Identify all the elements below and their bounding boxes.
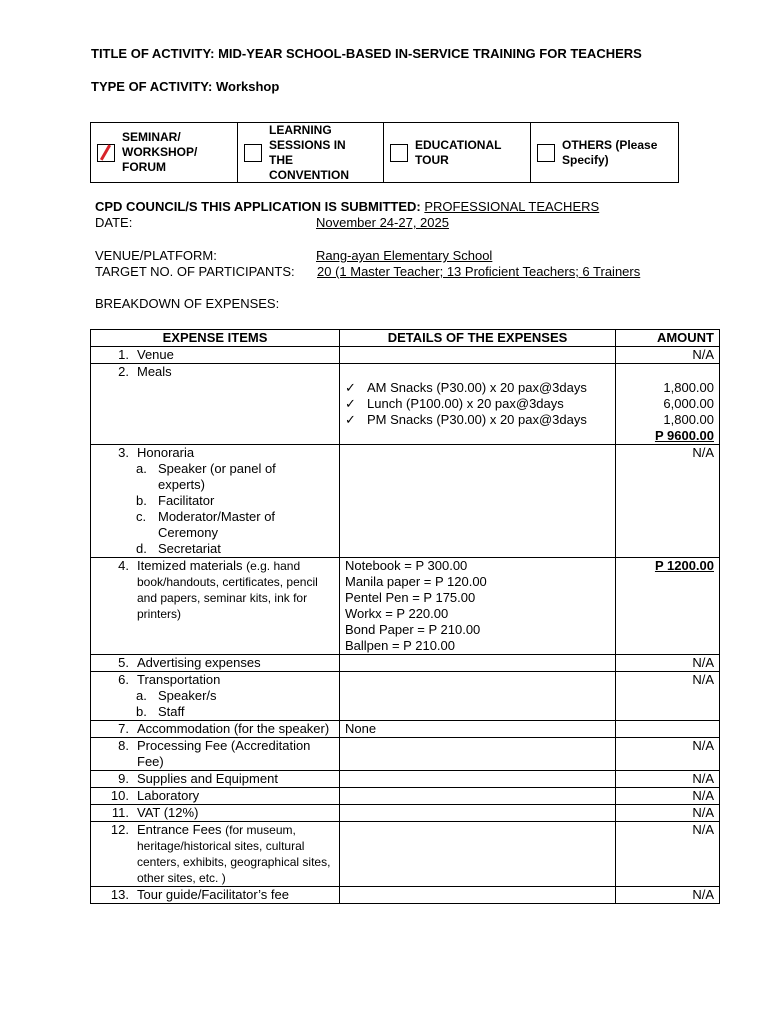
material-detail: Manila paper = P 120.00: [345, 574, 487, 589]
expense-item-label: Entrance Fees (for museum, heritage/historical sites, cultural centers, exhibits, geographical sites, other sites, etc. ): [137, 822, 331, 885]
accommodation-detail: None: [340, 721, 616, 738]
date-label: DATE:: [95, 215, 133, 230]
amount-cell: N/A: [616, 738, 720, 771]
amount-cell: N/A: [616, 887, 720, 904]
table-row: [91, 655, 720, 672]
table-row: [91, 558, 720, 655]
expense-item-label: VAT (12%): [137, 805, 199, 820]
expense-item-label: Tour guide/Facilitator’s fee: [137, 887, 289, 902]
venue-label: VENUE/PLATFORM:: [95, 248, 217, 263]
check-icon: ✓: [345, 396, 356, 411]
amount-cell: N/A: [616, 788, 720, 805]
table-row: [91, 347, 720, 364]
type-cell-educational-tour: [384, 123, 531, 183]
target-value: 20 (1 Master Teacher; 13 Proficient Teachers; 6 Trainers: [317, 264, 641, 279]
material-detail: Pentel Pen = P 175.00: [345, 590, 476, 605]
material-detail: Workx = P 220.00: [345, 606, 449, 621]
learning-sessions-checkbox[interactable]: [244, 144, 262, 162]
check-mark-icon: [100, 144, 111, 160]
educational-tour-checkbox[interactable]: [390, 144, 408, 162]
venue-value: Rang-ayan Elementary School: [316, 248, 493, 263]
others-label: OTHERS (Please Specify): [562, 137, 658, 167]
table-row: 6. Transportation a. Speaker/s b. Staff N/A: [91, 672, 720, 721]
date-value: November 24-27, 2025: [316, 215, 449, 230]
row-number: 6.: [118, 672, 129, 687]
row-number: 3.: [118, 445, 129, 460]
row-number: 13.: [110, 887, 129, 902]
activity-type-value: Workshop: [215, 79, 280, 94]
cpd-council-line: [95, 199, 599, 214]
expense-item-label: Advertising expenses: [137, 655, 261, 670]
row-number: 12.: [110, 822, 129, 837]
seminar-label: SEMINAR/ WORKSHOP/ FORUM: [122, 130, 198, 174]
row-number: 5.: [118, 655, 129, 670]
table-header-row: [91, 330, 720, 347]
table-row: [91, 805, 720, 822]
cpd-value: PROFESSIONAL TEACHERS: [424, 199, 600, 214]
header-amount: AMOUNT: [616, 330, 720, 347]
row-number: 10.: [110, 788, 129, 803]
table-row: [91, 364, 720, 445]
breakdown-label: BREAKDOWN OF EXPENSES:: [95, 296, 280, 311]
material-detail: Bond Paper = P 210.00: [345, 622, 481, 637]
expense-item-label: Itemized materials (e.g. hand book/handouts, certificates, pencil and papers, seminar kits, ink for printers): [137, 558, 318, 621]
table-row: [91, 738, 720, 771]
activity-type: [91, 79, 279, 94]
expenses-table: [90, 329, 720, 904]
meal-amount: 6,000.00: [663, 396, 714, 411]
table-row: [91, 822, 720, 887]
meal-detail: ✓ PM Snacks (P30.00) x 20 pax@3days: [345, 412, 587, 427]
expense-item-label: Honoraria: [137, 445, 195, 460]
check-icon: ✓: [345, 380, 356, 395]
row-number: 9.: [118, 771, 129, 786]
row-number: 7.: [118, 721, 129, 736]
row-number: 8.: [118, 738, 129, 753]
activity-title: TITLE OF ACTIVITY: MID-YEAR SCHOOL-BASED IN-SERVICE TRAINING FOR TEACHERS: [91, 46, 642, 61]
header-expense-items: EXPENSE ITEMS: [91, 330, 340, 347]
row-number: 4.: [118, 558, 129, 573]
expense-item-label: Laboratory: [137, 788, 200, 803]
activity-type-label: TYPE OF ACTIVITY:: [91, 79, 213, 94]
check-icon: ✓: [345, 412, 356, 427]
table-row: 3. Honoraria a. Speaker (or panel of experts) b. Facilitator c. Moderator/Master of Ceremony d. Secretariat N/A: [91, 445, 720, 558]
expense-item-label: Supplies and Equipment: [137, 771, 278, 786]
row-number: 2.: [118, 364, 129, 379]
amount-cell: N/A: [616, 805, 720, 822]
meal-detail: ✓ Lunch (P100.00) x 20 pax@3days: [345, 396, 564, 411]
type-cell-seminar: [91, 123, 238, 183]
target-label: TARGET NO. OF PARTICIPANTS:: [95, 264, 295, 279]
amount-cell: N/A: [616, 655, 720, 672]
others-checkbox[interactable]: [537, 144, 555, 162]
amount-cell: N/A: [616, 822, 720, 887]
meals-total: P 9600.00: [654, 428, 714, 443]
expense-item-label: Processing Fee (Accreditation Fee): [137, 738, 311, 769]
meal-detail: ✓ AM Snacks (P30.00) x 20 pax@3days: [345, 380, 587, 395]
expense-item-label: Venue: [137, 347, 174, 362]
type-cell-others: [531, 123, 679, 183]
table-row: [91, 771, 720, 788]
amount-cell: N/A: [616, 771, 720, 788]
material-detail: Ballpen = P 210.00: [345, 638, 455, 653]
header-details: DETAILS OF THE EXPENSES: [340, 330, 616, 347]
cpd-label: CPD COUNCIL/S THIS APPLICATION IS SUBMITTED:: [95, 199, 421, 214]
amount-cell: N/A: [616, 445, 720, 558]
expense-item-label: Transportation: [137, 672, 221, 687]
educational-tour-label: EDUCATIONAL TOUR: [415, 137, 502, 167]
type-cell-learning-sessions: [238, 123, 384, 183]
meal-amount: 1,800.00: [663, 380, 714, 395]
row-number: 11.: [111, 805, 129, 820]
material-detail: Notebook = P 300.00: [345, 558, 468, 573]
learning-sessions-label: LEARNING SESSIONS IN THE CONVENTION: [269, 122, 350, 182]
table-row: [91, 788, 720, 805]
table-row: [91, 721, 720, 738]
amount-cell: N/A: [616, 347, 720, 364]
materials-total: P 1200.00: [616, 558, 720, 655]
row-number: 1.: [118, 347, 129, 362]
seminar-checkbox[interactable]: [97, 144, 115, 162]
activity-type-table: [90, 122, 679, 183]
expense-item-label: Meals: [137, 364, 172, 379]
expense-item-label: Accommodation (for the speaker): [137, 721, 330, 736]
amount-cell: N/A: [616, 672, 720, 721]
table-row: [91, 887, 720, 904]
meal-amount: 1,800.00: [663, 412, 714, 427]
